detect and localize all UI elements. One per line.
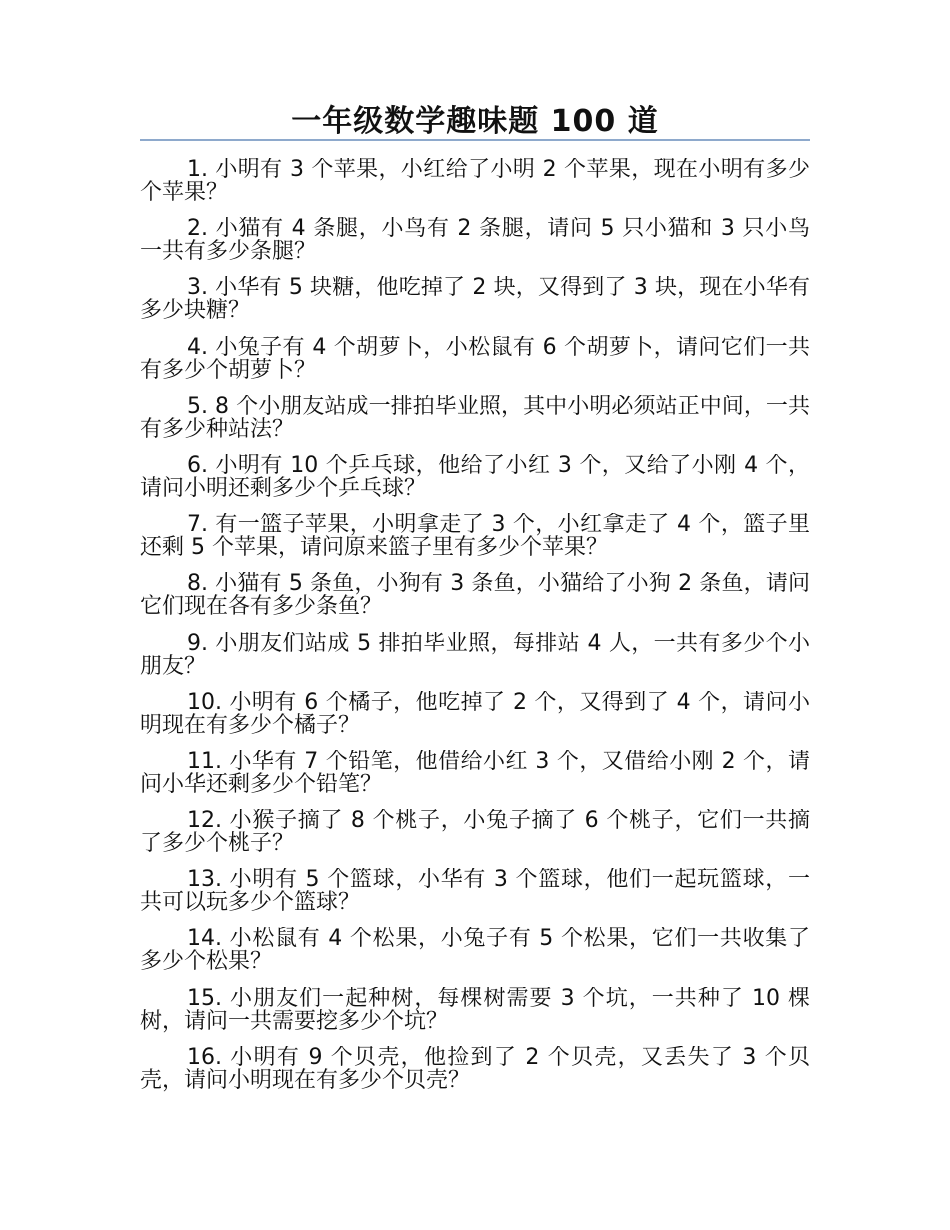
question-item: 12. 小猴子摘了 8 个桃子，小兔子摘了 6 个桃子，它们一共摘了多少个桃子？ — [140, 809, 810, 857]
question-item: 6. 小明有 10 个乒乓球，他给了小红 3 个，又给了小刚 4 个，请问小明还剩多少个乒乓球？ — [140, 453, 810, 501]
question-item: 9. 小朋友们站成 5 排拍毕业照，每排站 4 人，一共有多少个小朋友？ — [140, 631, 810, 679]
question-item: 2. 小猫有 4 条腿，小鸟有 2 条腿，请问 5 只小猫和 3 只小鸟一共有多少条腿？ — [140, 217, 810, 265]
question-item: 10. 小明有 6 个橘子，他吃掉了 2 个，又得到了 4 个，请问小明现在有多少个橘子？ — [140, 690, 810, 738]
title-underline — [140, 139, 810, 141]
question-item: 13. 小明有 5 个篮球，小华有 3 个篮球，他们一起玩篮球，一共可以玩多少个篮球？ — [140, 868, 810, 916]
question-item: 11. 小华有 7 个铅笔，他借给小红 3 个，又借给小刚 2 个，请问小华还剩多少个铅笔？ — [140, 749, 810, 797]
question-item: 8. 小猫有 5 条鱼，小狗有 3 条鱼，小猫给了小狗 2 条鱼，请问它们现在各有多少条鱼？ — [140, 572, 810, 620]
question-item: 15. 小朋友们一起种树，每棵树需要 3 个坑，一共种了 10 棵树，请问一共需要挖多少个坑？ — [140, 986, 810, 1034]
question-item: 16. 小明有 9 个贝壳，他捡到了 2 个贝壳，又丢失了 3 个贝壳，请问小明现在有多少个贝壳？ — [140, 1045, 810, 1093]
question-item: 7. 有一篮子苹果，小明拿走了 3 个，小红拿走了 4 个，篮子里还剩 5 个苹果，请问原来篮子里有多少个苹果？ — [140, 513, 810, 561]
question-item: 4. 小兔子有 4 个胡萝卜，小松鼠有 6 个胡萝卜，请问它们一共有多少个胡萝卜？ — [140, 335, 810, 383]
question-item: 14. 小松鼠有 4 个松果，小兔子有 5 个松果，它们一共收集了多少个松果？ — [140, 927, 810, 975]
question-list — [140, 158, 810, 1105]
question-item: 5. 8 个小朋友站成一排拍毕业照，其中小明必须站正中间，一共有多少种站法？ — [140, 394, 810, 442]
question-item: 1. 小明有 3 个苹果，小红给了小明 2 个苹果，现在小明有多少个苹果？ — [140, 158, 810, 205]
question-item: 3. 小华有 5 块糖，他吃掉了 2 块，又得到了 3 块，现在小华有多少块糖？ — [140, 276, 810, 324]
document-title: 一年级数学趣味题 100 道 — [291, 104, 659, 139]
